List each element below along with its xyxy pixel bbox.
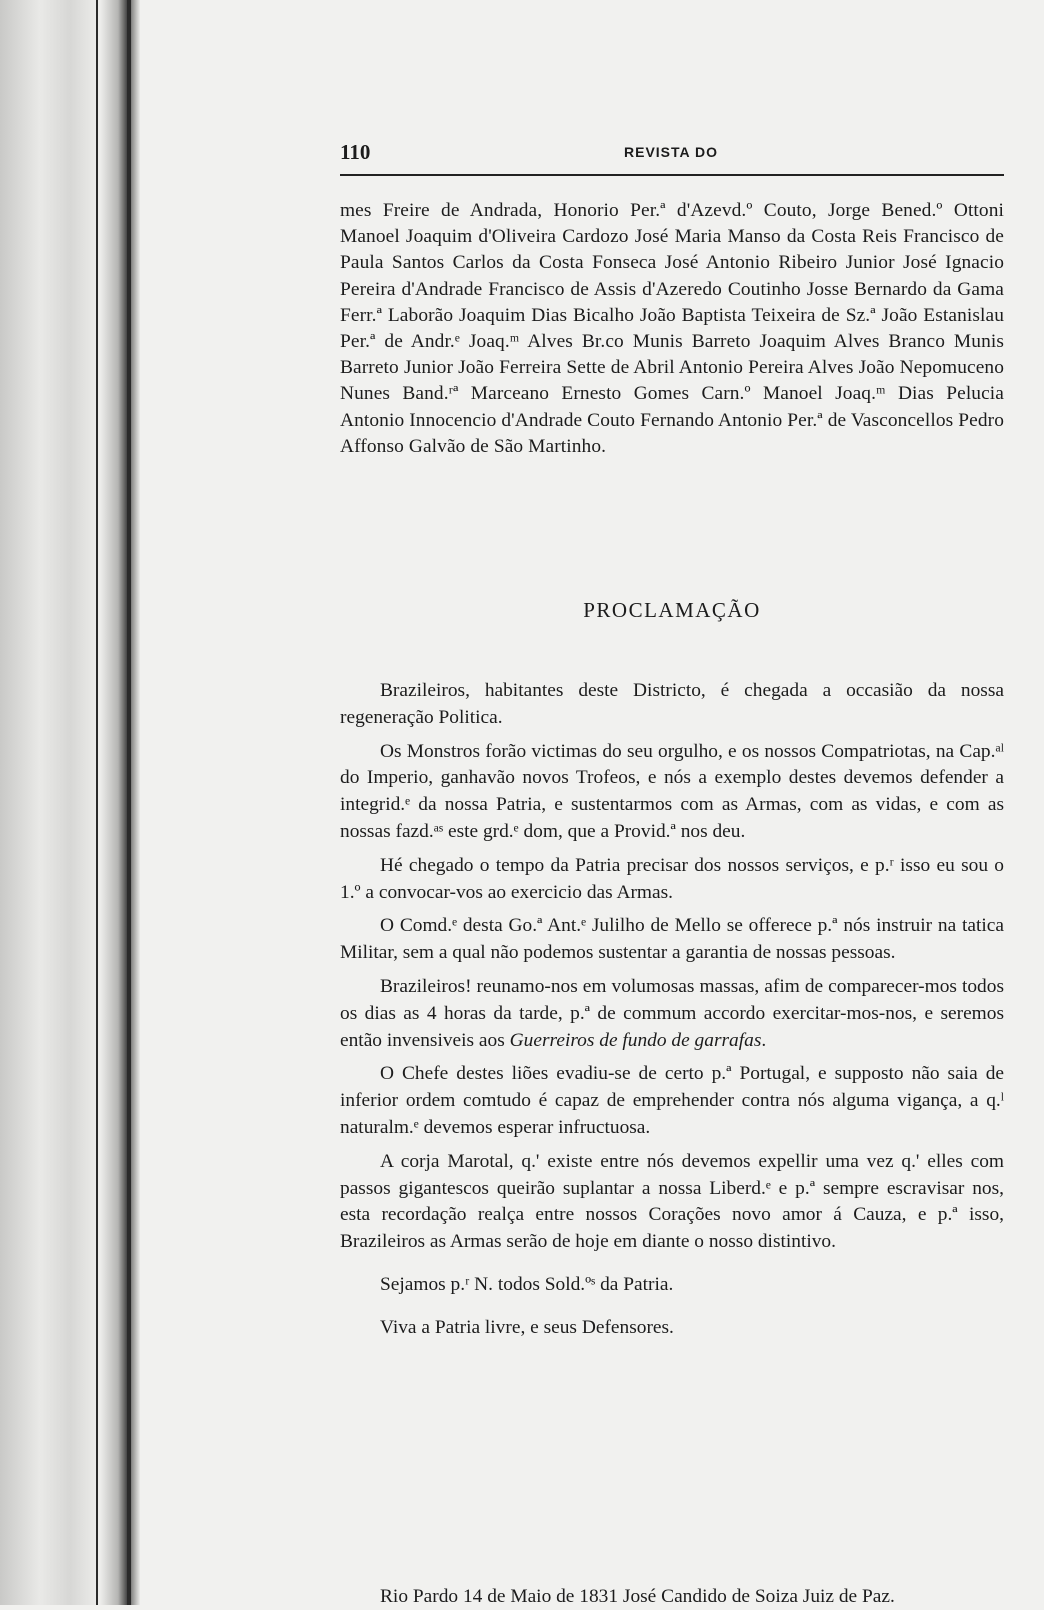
italic-phrase: Guerreiros de fundo de garrafas [509, 1029, 762, 1051]
running-head: REVISTA DO [624, 144, 719, 160]
paragraph: O Comd.ᵉ desta Go.ª Ant.ᵉ Julilho de Mello se offerece p.ª nós instruir na tatica Militar, sem a qual não podemos sustentar a garantia de nossas pessoas. [340, 915, 1004, 964]
paragraph: O Chefe destes liões evadiu-se de certo p.ª Portugal, e supposto não saia de inferior ordem comtudo é capaz de emprehender contra nós alguma vigança, a q.ˡ naturalm.ᵉ devemos esperar infructuosa. [340, 1063, 1004, 1138]
closing-line: Rio Pardo 14 de Maio de 1831 José Candido de Soiza Juiz de Paz. [380, 1586, 895, 1607]
paragraph: Viva a Patria livre, e seus Defensores. [380, 1316, 674, 1338]
binding-gutter [0, 0, 140, 1605]
page-header [340, 138, 1004, 168]
gutter-shadow-line [96, 0, 98, 1605]
paragraph [340, 974, 1004, 1054]
paragraph: A corja Marotal, q.' existe entre nós devemos expellir uma vez q.' elles com passos gigantescos queirão suplantar a nossa Liberd.ᵉ e p.ª sempre escravisar nos, esta recordação realça entre nossos Corações novo amor á Cauza, e p.ª isso, Brazileiros as Armas serão de hoje em diante o nosso distintivo. [340, 1150, 1004, 1253]
gutter-shadow-line [127, 0, 131, 1605]
paragraph: Sejamos p.ʳ N. todos Sold.ºˢ da Patria. [380, 1273, 674, 1295]
paragraph-text: Brazileiros! reunamo-nos em volumosas massas, afim de comparecer-mos todos os dias as 4 horas da tarde, p.ª de commum accordo exercitar-mos-nos, e seremos então invensiveis aos [340, 975, 1004, 1051]
paragraph-end: . [761, 1029, 767, 1051]
book-page [340, 0, 1008, 1605]
paragraph: Os Monstros forão victimas do seu orgulho, e os nossos Compatriotas, na Cap.ᵃˡ do Imperio, ganhavão novos Trofeos, e nós a exemplo destes devemos defender a integrid.ᵉ da nossa Patria, e sustentarmos com as Armas, com as vidas, e com as nossas fazd.ᵃˢ este grd.ᵉ dom, que a Provid.ª nos deu. [340, 740, 1004, 842]
paragraph: Hé chegado o tempo da Patria precisar dos nossos serviços, e p.ʳ isso eu sou o 1.º a convocar-vos ao exercicio das Armas. [340, 854, 1004, 903]
signatories-paragraph: mes Freire de Andrada, Honorio Per.ª d'Azevd.º Couto, Jorge Bened.º Ottoni Manoel Joaquim d'Oliveira Cardozo José Maria Manso da Costa Reis Francisco de Paula Santos Carlos da Costa Fonseca José Antonio Ribeiro Junior José Ignacio Pereira d'Andrade Francisco de Assis d'Azeredo Coutinho Josse Bernardo da Gama Ferr.ª Laborão Joaquim Dias Bicalho João Baptista Teixeira de Sz.ª João Estanislau Per.ª de Andr.ᵉ Joaq.ᵐ Alves Br.co Munis Barreto Joaquim Alves Branco Munis Barreto Junior João Ferreira Sette de Abril Antonio Pereira Alves João Nepomuceno Nunes Band.ʳª Marceano Ernesto Gomes Carn.º Manoel Joaq.ᵐ Dias Pelucia Antonio Innocencio d'Andrade Couto Fernando Antonio Per.ª de Vasconcellos Pedro Affonso Galvão de São Martinho. [340, 200, 1004, 457]
proclamation-body [340, 678, 1004, 1349]
header-rule [340, 174, 1004, 176]
section-title: PROCLAMAÇÃO [583, 598, 761, 622]
page-number: 110 [340, 140, 371, 164]
paragraph: Brazileiros, habitantes deste Districto, é chegada a occasião da nossa regeneração Politica. [340, 680, 1004, 728]
